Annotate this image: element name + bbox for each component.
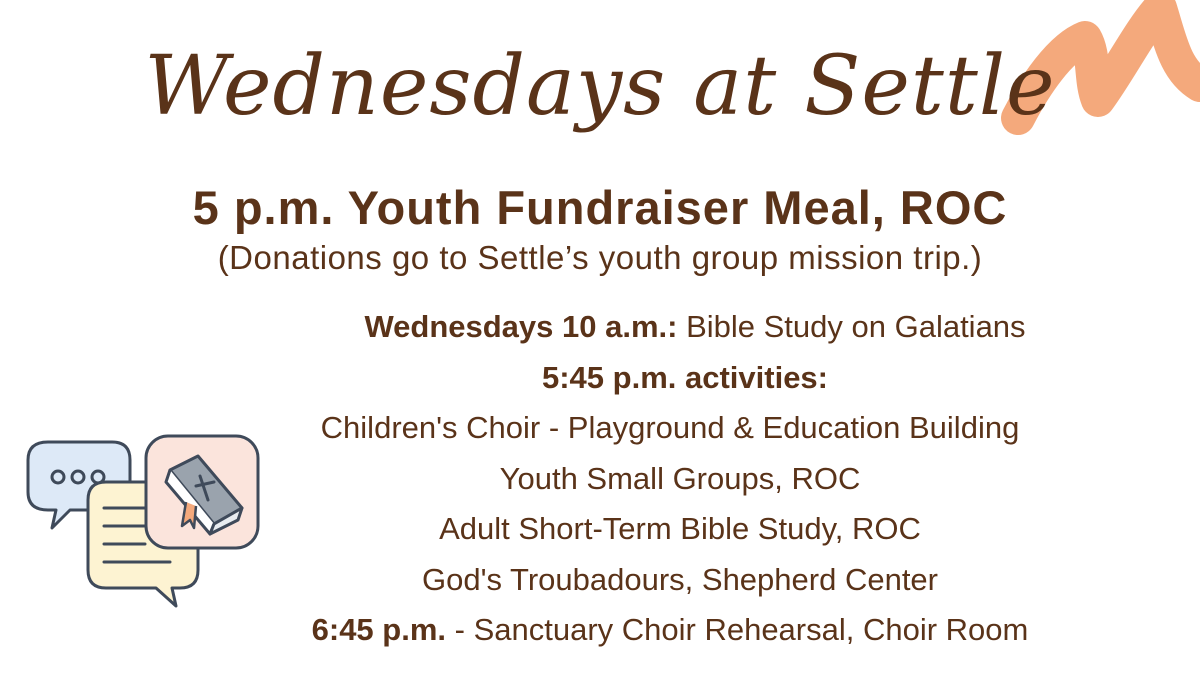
rehearsal-line (240, 605, 1100, 656)
bible-icon (146, 436, 258, 548)
fundraiser-headline: 5 p.m. Youth Fundraiser Meal, ROC (192, 181, 1008, 234)
activity-item: Adult Short-Term Bible Study, ROC (439, 511, 921, 546)
bible-study-description: Bible Study on Galatians (677, 309, 1026, 344)
chat-bible-illustration (20, 430, 265, 615)
activity-item: Youth Small Groups, ROC (499, 460, 861, 496)
activity-item: God's Troubadours, Shepherd Center (421, 561, 938, 597)
bible-study-line (240, 302, 1100, 353)
page-title: Wednesdays at Settle (144, 39, 1056, 134)
rehearsal-time: 6:45 p.m. (311, 612, 447, 647)
schedule-list (240, 302, 1100, 656)
rehearsal-description: - Sanctuary Choir Rehearsal, Choir Room (446, 612, 1029, 647)
activity-item: Children's Choir - Playground & Education Building (320, 410, 1020, 445)
activities-heading: 5:45 p.m. activities: (541, 359, 828, 395)
bible-study-time: Wednesdays 10 a.m.: (364, 309, 678, 344)
donation-note: (Donations go to Settle’s youth group mission trip.) (217, 239, 983, 276)
